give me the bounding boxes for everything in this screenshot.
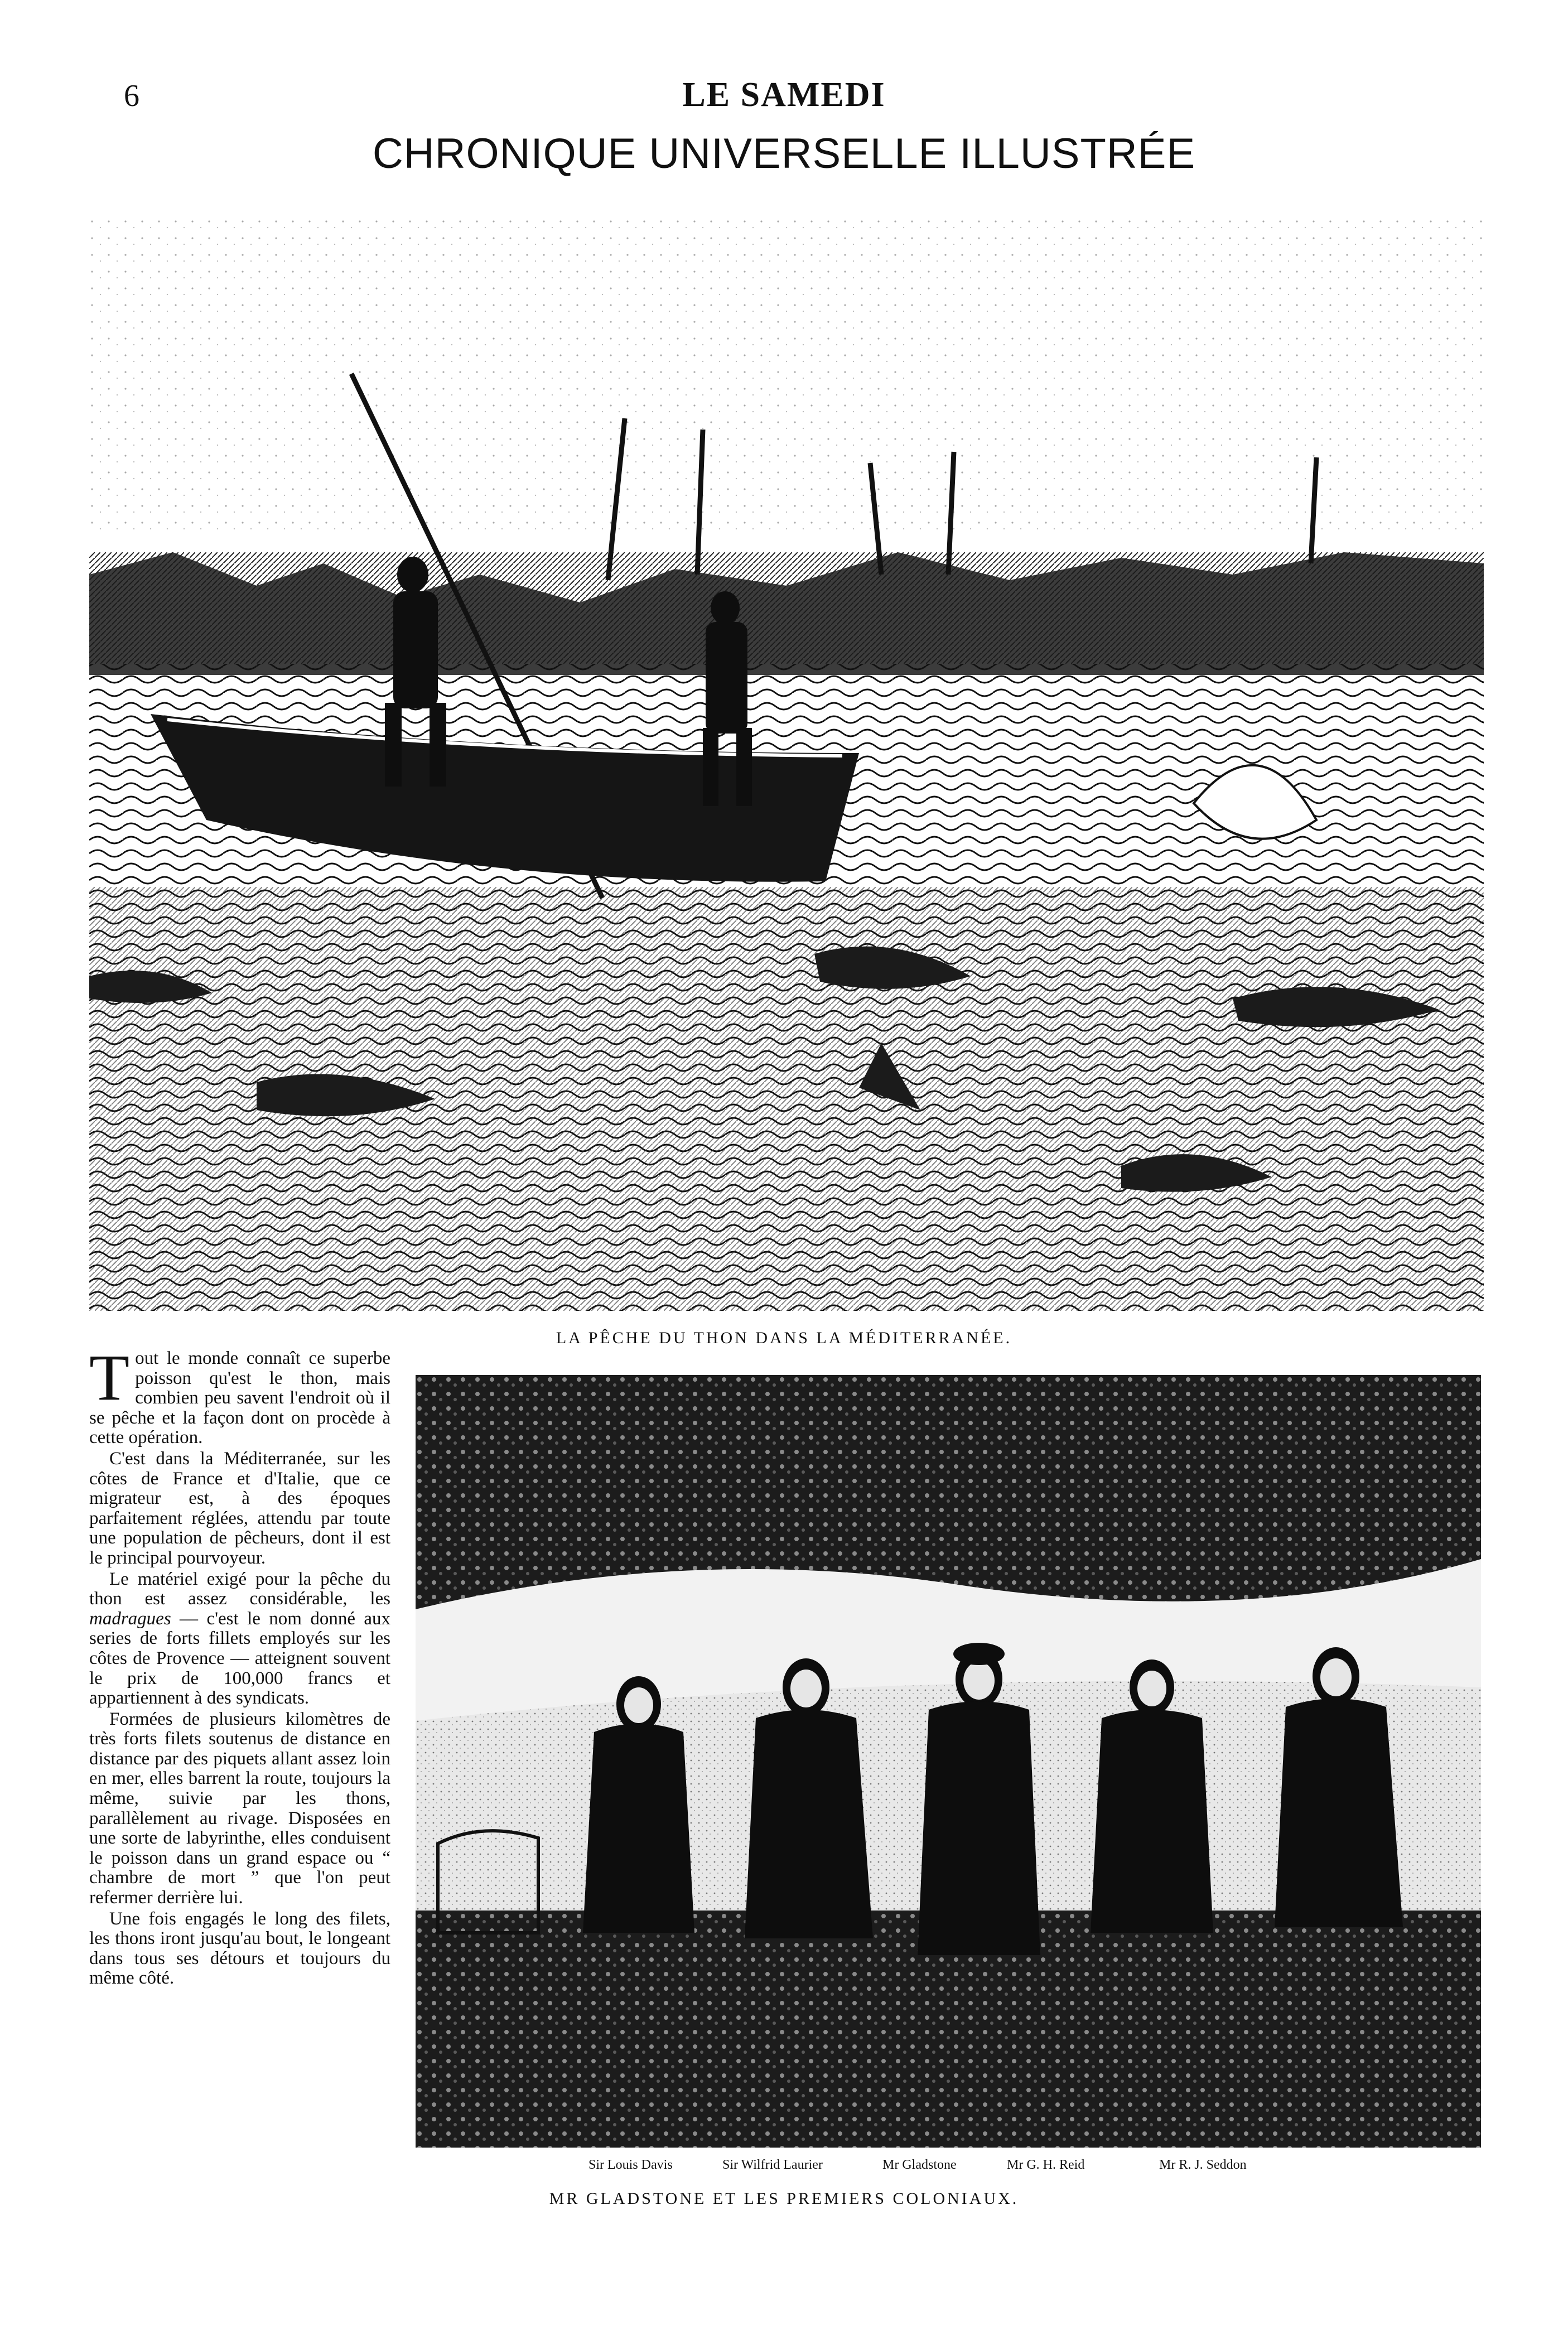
article-paragraph-text: out le monde connaît ce superbe poisson qu'est le thon, mais combien peu savent l'endroit où il se pêche et la façon dont on procède à cette opération. <box>89 1348 390 1448</box>
article-paragraph: Une fois engagés le long des filets, les thons iront jusqu'au bout, le longeant dans tous ses détours et toujours du même côté. <box>89 1908 390 1989</box>
article-paragraph <box>89 1341 390 1448</box>
name-label: Sir Louis Davis <box>588 2158 673 2172</box>
article-column <box>89 1341 390 2230</box>
article-emphasis: madragues <box>89 1608 171 1629</box>
tuna-fishing-engraving <box>89 218 1484 1311</box>
page-number: 6 <box>124 79 139 113</box>
masthead: LE SAMEDI <box>682 76 886 114</box>
gladstone-group-photo <box>416 1375 1481 2148</box>
name-label: Mr G. H. Reid <box>1007 2158 1085 2172</box>
article-text: — c'est le nom donné aux series de forts fillets employés sur les côtes de Provence — atteignent souvent le prix de 100,000 francs et appartiennent à des syndicats. <box>89 1608 390 1709</box>
photo-caption: MR GLADSTONE ET LES PREMIERS COLONIAUX. <box>549 2189 1019 2208</box>
subtitle: CHRONIQUE UNIVERSELLE ILLUSTRÉE <box>372 130 1196 177</box>
name-label: Mr Gladstone <box>882 2158 957 2172</box>
article-text: Le matériel exigé pour la pêche du thon est assez considérable, les <box>89 1569 390 1609</box>
engraving-caption: LA PÊCHE DU THON DANS LA MÉDITERRANÉE. <box>556 1329 1012 1347</box>
article-paragraph: Formées de plusieurs kilomètres de très forts filets soutenus de distance en distance par des piquets allant assez loin en mer, elles barrent la route, toujours la même, suivie par les thons, parallèlement au rivage. Disposées en une sorte de labyrinthe, elles conduisent le poisson dans un grand espace ou “ chambre de mort ” que l'on peut refermer derrière lui. <box>89 1709 390 1908</box>
name-label: Mr R. J. Seddon <box>1159 2158 1247 2172</box>
photo-name-labels <box>0 2158 1568 2180</box>
drop-cap: T <box>89 1341 130 1414</box>
article-paragraph <box>89 1570 390 1709</box>
article-paragraph: C'est dans la Méditerranée, sur les côtes de France et d'Italie, que ce migrateur est, à des époques parfaitement réglées, attendu par toute une population de pêcheurs, dont il est le principal pourvoyeur. <box>89 1448 390 1568</box>
name-label: Sir Wilfrid Laurier <box>722 2158 823 2172</box>
